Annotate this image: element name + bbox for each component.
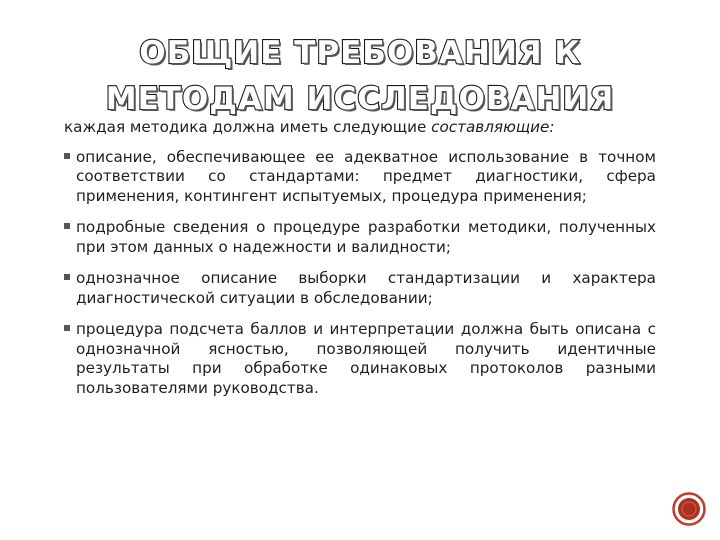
slide-title (60, 30, 660, 122)
list-item-text: однозначное описание выборки стандартизации и характера диагностической ситуации в обследовании; (76, 269, 656, 307)
list-item-text: подробные сведения о процедуре разработки методики, полученных при этом данных о надежности и валидности; (76, 218, 656, 256)
requirements-list (64, 148, 656, 399)
list-item (64, 320, 656, 398)
slide-body (64, 118, 656, 410)
square-bullet-icon (64, 223, 70, 229)
square-bullet-icon (64, 274, 70, 280)
list-item (64, 269, 656, 308)
circle-emblem-icon (672, 492, 706, 526)
slide-title-line-1: ОБЩИЕ ТРЕБОВАНИЯ К (139, 35, 581, 71)
intro-paragraph (64, 118, 656, 138)
slide-title-line-2: МЕТОДАМ ИССЛЕДОВАНИЯ (105, 81, 615, 117)
intro-emphasis: составляющие: (431, 118, 555, 136)
intro-text: каждая методика должна иметь следующие (64, 118, 432, 136)
square-bullet-icon (64, 325, 70, 331)
list-item (64, 218, 656, 257)
list-item-text: процедура подсчета баллов и интерпретации должна быть описана с однозначной ясностью, позволяющей получить идентичные результаты при обработке одинаковых протоколов разными пользователями руководства. (76, 320, 656, 397)
square-bullet-icon (64, 153, 70, 159)
list-item-text: описание, обеспечивающее ее адекватное использование в точном соответствии со стандартами: предмет диагностики, сфера применения, контингент испытуемых, процедура применения; (76, 147, 656, 205)
list-item (64, 148, 656, 207)
